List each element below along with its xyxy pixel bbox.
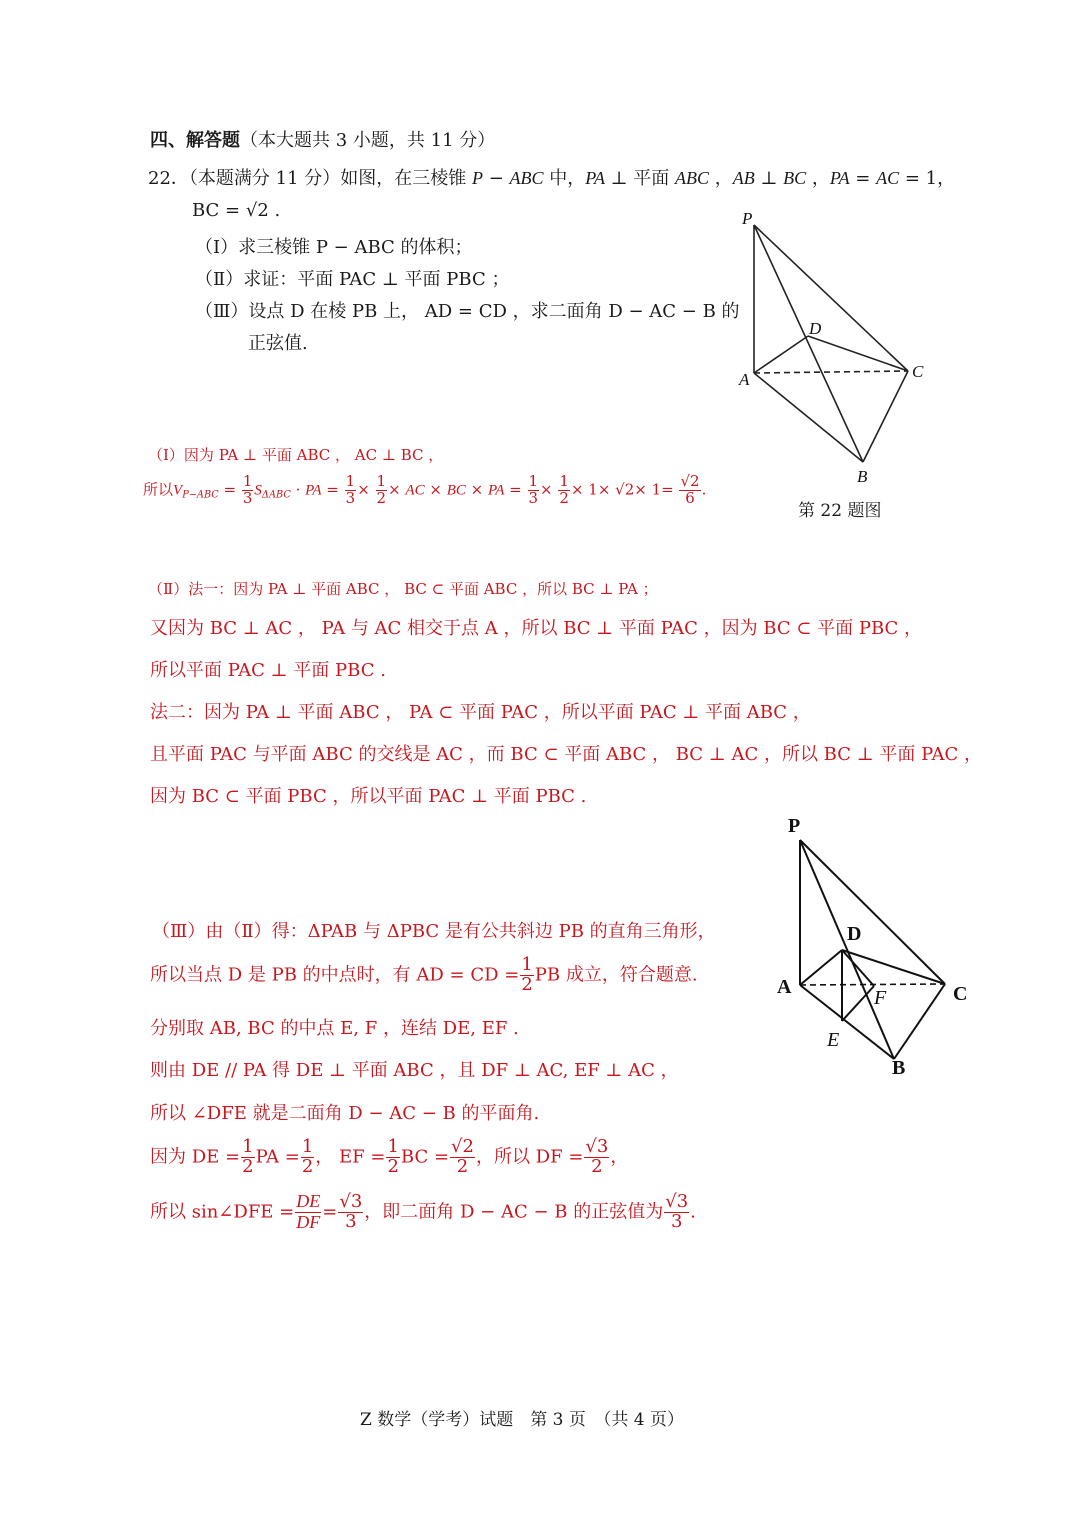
- label-b: B: [892, 1057, 906, 1079]
- edge-pb: [754, 225, 863, 462]
- problem-prefix: （本题满分 11 分）如图，在三棱锥: [188, 168, 467, 189]
- label-e: E: [827, 1029, 840, 1051]
- solution-2-line-5: 且平面 PAC 与平面 ABC 的交线是 AC ，而 BC ⊂ 平面 ABC ， BC ⊥ AC ，所以 BC ⊥ 平面 PAC ，: [150, 744, 983, 765]
- edge-pc: [754, 225, 908, 371]
- problem-number: 22．: [148, 168, 189, 189]
- label-a: A: [739, 370, 750, 389]
- edge-bc: [894, 984, 945, 1059]
- edge-pb: [800, 840, 894, 1059]
- label-a: A: [777, 976, 792, 998]
- section-heading-title: 四、解答题: [150, 130, 240, 151]
- label-p: P: [742, 209, 753, 228]
- solution-2-line-4: 法二：因为 PA ⊥ 平面 ABC ， PA ⊂ 平面 PAC ，所以平面 PAC ⊥ 平面 ABC ，: [150, 702, 811, 723]
- label-d: D: [847, 923, 862, 945]
- solution-diagram: [770, 810, 980, 1085]
- edge-ac-hidden: [754, 371, 908, 373]
- figure-22-diagram: [730, 205, 940, 495]
- solution-3-line-2: 所以当点 D 是 PB 的中点时，有 AD = CD = $\frac{1}{2}$ PB 成立，符合题意.: [150, 954, 698, 995]
- label-d: D: [809, 319, 822, 338]
- problem-part-2: （Ⅱ）求证：平面 PAC ⊥ 平面 PBC ；: [195, 269, 510, 290]
- solution-3-line-1: （Ⅲ）由（Ⅱ）得：ΔPAB 与 ΔPBC 是有公共斜边 PB 的直角三角形，: [152, 921, 716, 942]
- solution-2-line-6: 因为 BC ⊂ 平面 PBC ，所以平面 PAC ⊥ 平面 PBC .: [150, 786, 587, 807]
- section-heading: [150, 126, 495, 152]
- problem-part-1: （Ⅰ）求三棱锥 P − ABC 的体积；: [195, 237, 473, 258]
- solution-1-line-1: （Ⅰ）因为 PA ⊥ 平面 ABC ， AC ⊥ BC ，: [148, 446, 444, 464]
- edge-pc: [800, 840, 945, 984]
- problem-line-1: 22．（本题满分 11 分）如图，在三棱锥 P − ABC 中，PA ⊥ 平面 ABC ，AB ⊥ BC ，PA = AC = 1，: [148, 168, 956, 189]
- section-heading-note: （本大题共 3 小题，共 11 分）: [240, 130, 496, 151]
- problem-part-3-cont: 正弦值.: [248, 333, 308, 354]
- label-b: B: [857, 467, 868, 486]
- solution-3-line-4: 则由 DE // PA 得 DE ⊥ 平面 ABC ，且 DF ⊥ AC, EF ⊥ AC ，: [150, 1060, 679, 1081]
- problem-line-2: BC = √2 .: [192, 200, 281, 221]
- figure-caption: 第 22 题图: [798, 501, 882, 521]
- label-c: C: [953, 983, 968, 1005]
- label-p: P: [788, 815, 801, 837]
- problem-part-3: （Ⅲ）设点 D 在棱 PB 上， AD = CD ，求二面角 D − AC − B 的: [195, 301, 740, 322]
- edge-ad: [800, 950, 842, 985]
- solution-3-line-7: 所以 sin∠DFE = $\frac{DE}{DF}$ = $\frac{√3}{3}$ ，即二面角 D − AC − B 的正弦值为 $\frac{√3}{3}$ .: [150, 1191, 696, 1232]
- edge-dc: [808, 336, 908, 371]
- label-f: F: [874, 987, 887, 1009]
- edge-ac-hidden: [800, 984, 945, 985]
- solution-3-line-3: 分别取 AB, BC 的中点 E, F ，连结 DE, EF .: [150, 1018, 519, 1039]
- solution-3-line-6: 因为 DE = $\frac{1}{2}$ PA = $\frac{1}{2}$ ， EF = $\frac{1}{2}$ BC = $\frac{√2}{2}$ ，所以 DF = $\frac{√3}{2}$ ，: [150, 1136, 629, 1177]
- solution-2-line-3: 所以平面 PAC ⊥ 平面 PBC .: [150, 660, 386, 681]
- solution-1-line-2: 所以$V_{P-ABC}$ = $\frac{1}{3}$ $S_{\Delta ABC}$ · PA = $\frac{1}{3}$ × $\frac{1}{2}$ × AC × BC × PA = $\frac{1}{3}$ × $\frac{1}{2}$ × 1× √2× 1= $\frac{√2}{6}$ .: [143, 472, 707, 507]
- solution-2-line-1: （Ⅱ）法一：因为 PA ⊥ 平面 ABC ， BC ⊂ 平面 ABC ，所以 BC ⊥ PA ；: [148, 580, 658, 598]
- edge-bc: [863, 371, 908, 462]
- label-c: C: [912, 362, 924, 381]
- edge-ab: [754, 373, 863, 462]
- page-footer: Z 数学（学考）试题 第 3 页 （共 4 页）: [360, 1410, 684, 1430]
- solution-2-line-2: 又因为 BC ⊥ AC ， PA 与 AC 相交于点 A ，所以 BC ⊥ 平面 PAC ，因为 BC ⊂ 平面 PBC ，: [150, 618, 923, 639]
- solution-3-line-5: 所以 ∠DFE 就是二面角 D − AC − B 的平面角.: [150, 1103, 540, 1124]
- edge-ad: [754, 336, 808, 373]
